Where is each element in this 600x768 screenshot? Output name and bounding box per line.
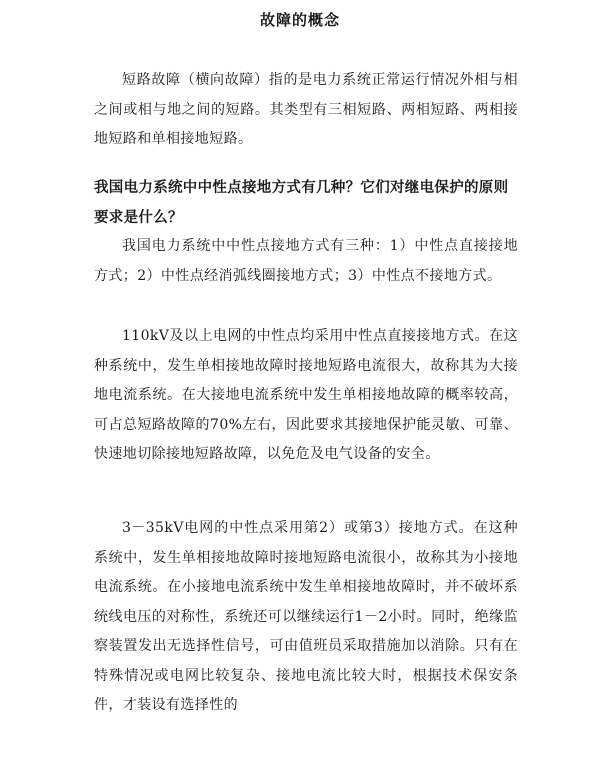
paragraph-110kv-grounding: 110kV及以上电网的中性点均采用中性点直接接地方式。在这种系统中，发生单相接地故障时接地短路电流很大，故称其为大接地电流系统。在大接地电流系统中发生单相接地故障的概率较高，可占总短路故障的70%左右，因此要求其接地保护能灵敏、可靠、快速地切除接地短路故障，以免危及电气设备的安全。 — [94, 328, 518, 462]
paragraph-3-35kv-grounding: 3－35kV电网的中性点采用第2）或第3）接地方式。在这种系统中，发生单相接地故障时接地短路电流很小，故称其为小接地电流系统。在小接地电流系统中发生单相接地故障时，并不破坏系统线电压的对称性，系统还可以继续运行1－2小时。同时，绝缘监察装置发出无选择性信号，可由值班员采取措施加以消除。只有在特殊情况或电网比较复杂、接地电流比较大时，根据技术保安条件，才装设有选择性的 — [94, 520, 518, 713]
paragraph-grounding-methods: 我国电力系统中中性点接地方式有三种：1）中性点直接接地方式；2）中性点经消弧线圈接地方式；3）中性点不接地方式。 — [94, 238, 518, 284]
question-heading: 我国电力系统中中性点接地方式有几种？它们对继电保护的原则要求是什么？ — [94, 180, 509, 226]
section-title: 故障的概念 — [259, 11, 340, 29]
paragraph-fault-definition: 短路故障（横向故障）指的是电力系统正常运行情况外相与相之间或相与地之间的短路。其类型有三相短路、两相短路、两相接地短路和单相接地短路。 — [94, 72, 518, 147]
